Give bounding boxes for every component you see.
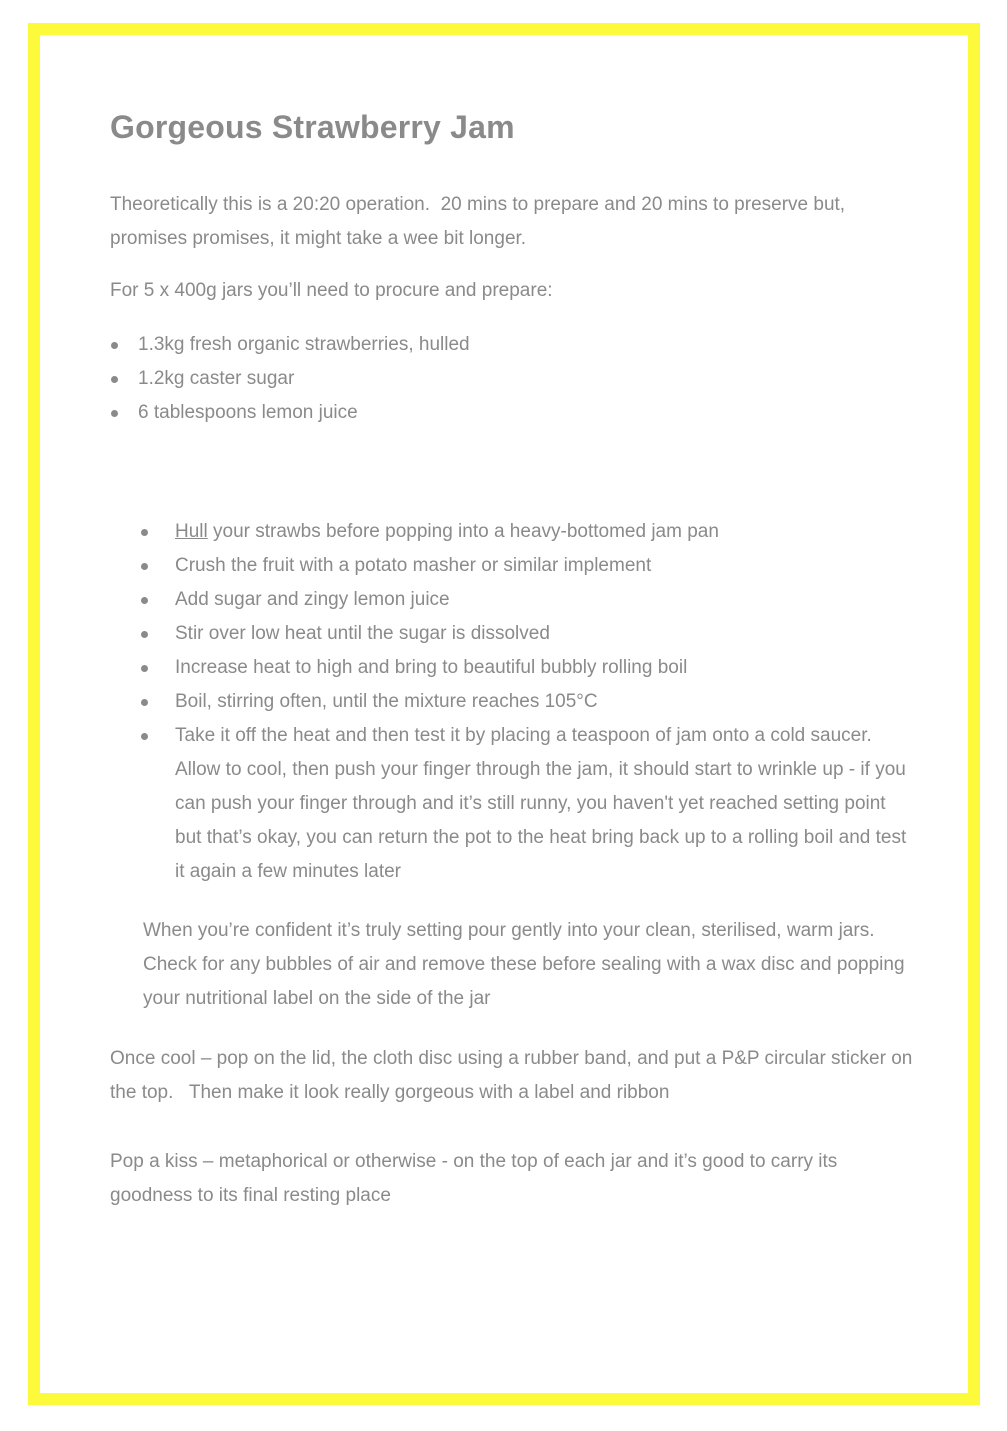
jars-needed-line: For 5 x 400g jars you’ll need to procure and prepare: <box>110 280 553 301</box>
step-text: Boil, stirring often, until the mixture reaches 105°C <box>175 691 598 712</box>
bullet-icon <box>141 733 148 740</box>
step-text <box>175 515 719 549</box>
list-item <box>110 583 916 617</box>
list-item <box>110 396 916 430</box>
page-title: Gorgeous Strawberry Jam <box>110 109 515 145</box>
step-text: Add sugar and zingy lemon juice <box>175 589 450 610</box>
list-item <box>110 719 916 889</box>
list-item <box>110 549 916 583</box>
kiss-paragraph: Pop a kiss – metaphorical or otherwise - on the top of each jar and it’s good to carry its goodness to its final resting place <box>110 1151 843 1206</box>
bullet-icon <box>141 665 148 672</box>
ingredient-text: 6 tablespoons lemon juice <box>138 402 358 423</box>
recipe-document <box>110 0 916 1213</box>
list-item <box>110 515 916 549</box>
ingredient-text: 1.3kg fresh organic strawberries, hulled <box>138 334 470 355</box>
ingredient-text: 1.2kg caster sugar <box>138 368 295 389</box>
list-item <box>110 651 916 685</box>
underlined-word: Hull <box>175 521 208 542</box>
step-text: Crush the fruit with a potato masher or similar implement <box>175 555 652 576</box>
step-text: Stir over low heat until the sugar is dissolved <box>175 623 550 644</box>
list-item <box>110 685 916 719</box>
intro-paragraph: Theoretically this is a 20:20 operation. 20 mins to prepare and 20 mins to preserve but, promises promises, it might take a wee bit longer. <box>110 194 851 249</box>
method-steps-list <box>110 515 916 889</box>
step-text-rest: your strawbs before popping into a heavy-bottomed jam pan <box>207 521 719 542</box>
bullet-icon <box>141 597 148 604</box>
list-item <box>110 362 916 396</box>
bullet-icon <box>141 563 148 570</box>
bullet-icon <box>141 631 148 638</box>
list-item <box>110 328 916 362</box>
potting-paragraph: When you’re confident it’s truly setting pour gently into your clean, sterilised, warm jars. Check for any bubbles of air and remove these before sealing with a wax disc and popping your nutritional label on the side of the jar <box>143 920 910 1009</box>
list-item <box>110 617 916 651</box>
step-text: Increase heat to high and bring to beautiful bubbly rolling boil <box>175 657 688 678</box>
bullet-icon <box>111 342 118 349</box>
bullet-icon <box>141 529 148 536</box>
ingredients-list <box>110 328 916 430</box>
finishing-paragraph: Once cool – pop on the lid, the cloth disc using a rubber band, and put a P&P circular sticker on the top. Then make it look really gorgeous with a label and ribbon <box>110 1048 918 1103</box>
bullet-icon <box>111 410 118 417</box>
bullet-icon <box>141 699 148 706</box>
bullet-icon <box>111 376 118 383</box>
step-text: Take it off the heat and then test it by placing a teaspoon of jam onto a cold saucer. Allow to cool, then push your finger through the jam, it should start to wrinkle up - if you can push your finger through and it’s still runny, you haven't yet reached setting point but that’s okay, you can return the pot to the heat bring back up to a rolling boil and test it again a few minutes later <box>175 725 912 882</box>
